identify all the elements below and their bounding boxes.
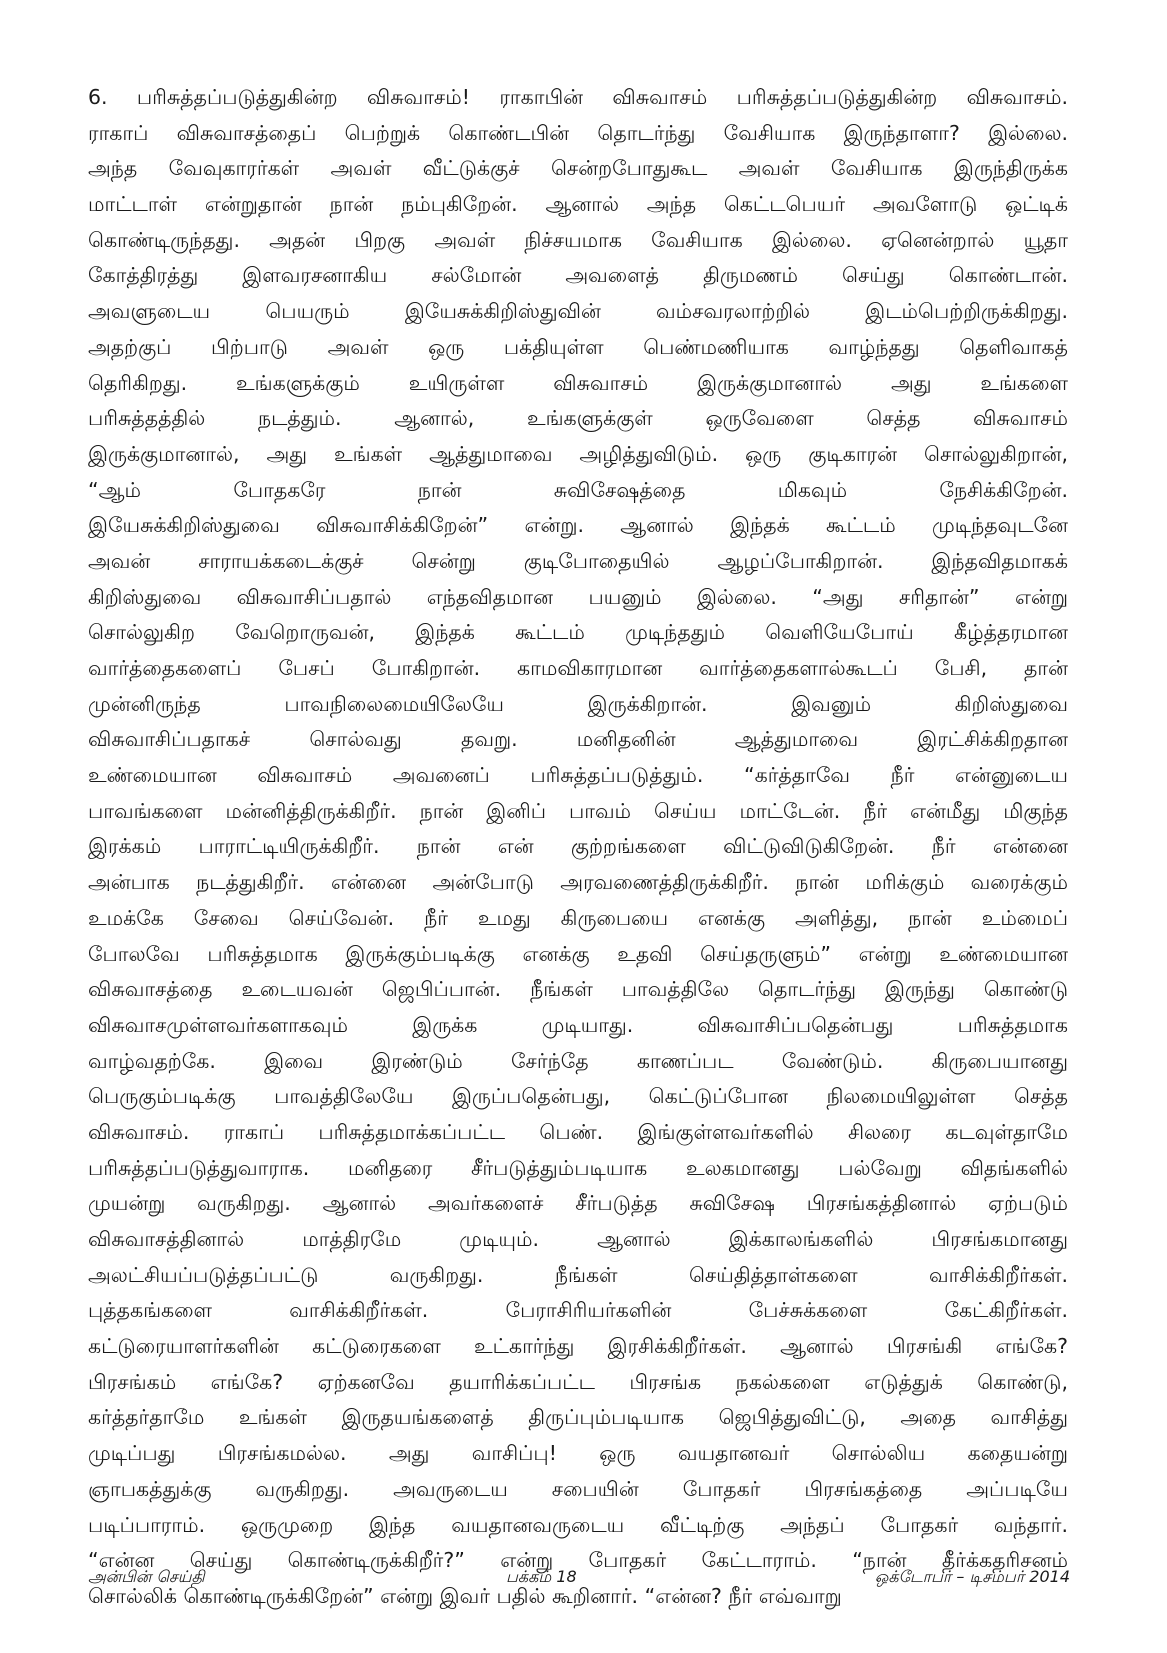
body-text-line: படிப்பாராம். ஒருமுறை இந்த வயதானவருடைய வீட்டிற்கு அந்தப் போதகர் வந்தார். — [88, 1512, 1068, 1537]
body-text-line: வாழ்வதற்கே. இவை இரண்டும் சேர்ந்தே காணப்பட வேண்டும். கிருபையானது — [88, 1048, 1068, 1073]
body-text-line: அலட்சியப்படுத்தப்பட்டு வருகிறது. நீங்கள் செய்தித்தாள்களை வாசிக்கிறீர்கள். — [88, 1262, 1068, 1287]
body-text-line: இருக்குமானால், அது உங்கள் ஆத்துமாவை அழித்துவிடும். ஒரு குடிகாரன் சொல்லுகிறான், — [88, 441, 1068, 466]
body-text-line: புத்தகங்களை வாசிக்கிறீர்கள். பேராசிரியர்களின் பேச்சுக்களை கேட்கிறீர்கள். — [88, 1298, 1068, 1323]
body-text-line: மாட்டாள் என்றுதான் நான் நம்புகிறேன். ஆனால் அந்த கெட்டபெயர் அவளோடு ஒட்டிக் — [88, 192, 1068, 217]
body-text-line: முன்னிருந்த பாவநிலைமையிலேயே இருக்கிறான். இவனும் கிறிஸ்துவை — [88, 691, 1068, 716]
body-text-line: கோத்திரத்து இளவரசனாகிய சல்மோன் அவளைத் திருமணம் செய்து கொண்டான். — [88, 263, 1068, 288]
body-text-line: கொண்டிருந்தது. அதன் பிறகு அவள் நிச்சயமாக வேசியாக இல்லை. ஏனென்றால் யூதா — [88, 227, 1068, 252]
body-text-line: கிறிஸ்துவை விசுவாசிப்பதால் எந்தவிதமான பயனும் இல்லை. “அது சரிதான்” என்று — [88, 584, 1068, 609]
body-text-line: கர்த்தர்தாமே உங்கள் இருதயங்களைத் திருப்பும்படியாக ஜெபித்துவிட்டு, அதை வாசித்து — [88, 1405, 1068, 1430]
body-text-line: பரிசுத்தத்தில் நடத்தும். ஆனால், உங்களுக்குள் ஒருவேளை செத்த விசுவாசம் — [88, 406, 1068, 431]
body-text-line: “என்ன செய்து கொண்டிருக்கிறீர்?” என்று போதகர் கேட்டாராம். “நான் தீர்க்கதரிசனம் — [88, 1548, 1068, 1573]
body-text-line: பாவங்களை மன்னித்திருக்கிறீர். நான் இனிப் பாவம் செய்ய மாட்டேன். நீர் என்மீது மிகுந்த — [88, 798, 1068, 823]
body-text-line: 6. பரிசுத்தப்படுத்துகின்ற விசுவாசம்! ராகாபின் விசுவாசம் பரிசுத்தப்படுத்துகின்ற விசுவாசம். — [88, 85, 1068, 109]
body-text-line: விசுவாசத்தை உடையவன் ஜெபிப்பான். நீங்கள் பாவத்திலே தொடர்ந்து இருந்து கொண்டு — [88, 977, 1068, 1002]
body-text-line: விசுவாசிப்பதாகச் சொல்வது தவறு. மனிதனின் ஆத்துமாவை இரட்சிக்கிறதான — [88, 727, 1068, 752]
body-text-line: “ஆம் போதகரே நான் சுவிசேஷத்தை மிகவும் நேசிக்கிறேன். — [88, 477, 1068, 502]
body-text-line: போலவே பரிசுத்தமாக இருக்கும்படிக்கு எனக்கு உதவி செய்தருளும்” என்று உண்மையான — [88, 941, 1068, 966]
body-text-line: முடிப்பது பிரசங்கமல்ல. அது வாசிப்பு! ஒரு வயதானவர் சொல்லிய கதையன்று — [88, 1441, 1068, 1466]
body-text-line: விசுவாசத்தினால் மாத்திரமே முடியும். ஆனால் இக்காலங்களில் பிரசங்கமானது — [88, 1227, 1068, 1251]
footer-magazine-title: அன்பின் செய்தி — [88, 1567, 205, 1586]
body-text-line: அவளுடைய பெயரும் இயேசுக்கிறிஸ்துவின் வம்சவரலாற்றில் இடம்பெற்றிருக்கிறது. — [88, 299, 1068, 324]
page-footer — [88, 1567, 1070, 1597]
body-text-line: பரிசுத்தப்படுத்துவாராக. மனிதரை சீர்படுத்தும்படியாக உலகமானது பல்வேறு விதங்களில் — [88, 1155, 1068, 1180]
body-text-line: அவன் சாராயக்கடைக்குச் சென்று குடிபோதையில் ஆழப்போகிறான். இந்தவிதமாகக் — [88, 548, 1068, 573]
footer-page-number: பக்கம் 18 — [506, 1567, 577, 1586]
body-text-line: அன்பாக நடத்துகிறீர். என்னை அன்போடு அரவணைத்திருக்கிறீர். நான் மரிக்கும் வரைக்கும் — [88, 870, 1068, 895]
body-text-line: பெருகும்படிக்கு பாவத்திலேயே இருப்பதென்பது, கெட்டுப்போன நிலமையிலுள்ள செத்த — [88, 1084, 1068, 1109]
body-text-line: வார்த்தைகளைப் பேசப் போகிறான். காமவிகாரமான வார்த்தைகளால்கூடப் பேசி, தான் — [88, 656, 1068, 680]
body-text-line: தெரிகிறது. உங்களுக்கும் உயிருள்ள விசுவாசம் இருக்குமானால் அது உங்களை — [88, 370, 1068, 395]
body-text-line: உமக்கே சேவை செய்வேன். நீர் உமது கிருபையை எனக்கு அளித்து, நான் உம்மைப் — [88, 905, 1068, 930]
body-text-line: இயேசுக்கிறிஸ்துவை விசுவாசிக்கிறேன்” என்று. ஆனால் இந்தக் கூட்டம் முடிந்தவுடனே — [88, 513, 1068, 538]
body-text-line: முயன்று வருகிறது. ஆனால் அவர்களைச் சீர்படுத்த சுவிசேஷ பிரசங்கத்தினால் ஏற்படும் — [88, 1191, 1068, 1216]
body-text-line: இரக்கம் பாராட்டியிருக்கிறீர். நான் என் குற்றங்களை விட்டுவிடுகிறேன். நீர் என்னை — [88, 834, 1068, 859]
body-text-line: பிரசங்கம் எங்கே? ஏற்கனவே தயாரிக்கப்பட்ட பிரசங்க நகல்களை எடுத்துக் கொண்டு, — [88, 1369, 1068, 1394]
body-text-line: விசுவாசம். ராகாப் பரிசுத்தமாக்கப்பட்ட பெண். இங்குள்ளவர்களில் சிலரை கடவுள்தாமே — [88, 1119, 1068, 1144]
body-text-line: உண்மையான விசுவாசம் அவனைப் பரிசுத்தப்படுத்தும். “கர்த்தாவே நீர் என்னுடைய — [88, 763, 1068, 788]
body-text-line: அதற்குப் பிற்பாடு அவள் ஒரு பக்தியுள்ள பெண்மணியாக வாழ்ந்தது தெளிவாகத் — [88, 334, 1068, 359]
body-text-line: ஞாபகத்துக்கு வருகிறது. அவருடைய சபையின் போதகர் பிரசங்கத்தை அப்படியே — [88, 1476, 1068, 1501]
body-text-line: கட்டுரையாளர்களின் கட்டுரைகளை உட்கார்ந்து இரசிக்கிறீர்கள். ஆனால் பிரசங்கி எங்கே? — [88, 1334, 1068, 1359]
body-text-line: சொல்லிக் கொண்டிருக்கிறேன்” என்று இவர் பதில் கூறினார். “என்ன? நீர் எவ்வாறு — [88, 1583, 842, 1608]
body-text-line: விசுவாசமுள்ளவர்களாகவும் இருக்க முடியாது. விசுவாசிப்பதென்பது பரிசுத்தமாக — [88, 1012, 1068, 1037]
body-text-line: அந்த வேவுகாரர்கள் அவள் வீட்டுக்குச் சென்றபோதுகூட அவள் வேசியாக இருந்திருக்க — [88, 156, 1068, 181]
body-text-line: சொல்லுகிற வேறொருவன், இந்தக் கூட்டம் முடிந்ததும் வெளியேபோய் கீழ்த்தரமான — [88, 620, 1068, 645]
footer-issue-date: ஒக்டோபர் – டிசம்பர் 2014 — [874, 1567, 1070, 1586]
body-text-line: ராகாப் விசுவாசத்தைப் பெற்றுக் கொண்டபின் தொடர்ந்து வேசியாக இருந்தாளா? இல்லை. — [88, 120, 1068, 145]
